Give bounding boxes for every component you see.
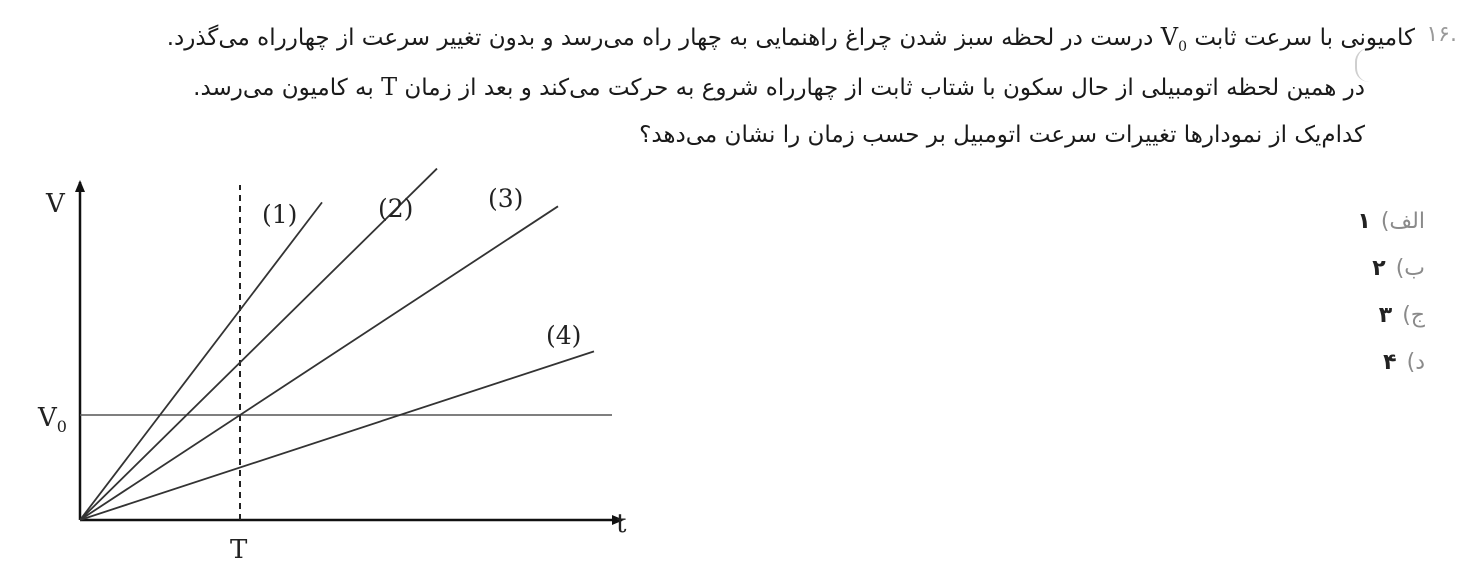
question-line-1: [167, 20, 1415, 64]
series-line-1: [80, 202, 322, 520]
truck-speed-symbol: [1160, 23, 1187, 55]
series-label-4: (4): [546, 321, 582, 350]
v0-tick-main: V: [38, 403, 57, 433]
option-c-value: ۳: [1378, 303, 1393, 328]
option-a-value: ۱: [1357, 209, 1371, 234]
series-line-4: [80, 351, 594, 520]
truck-speed-sub: 0: [1178, 38, 1187, 55]
x-axis-label: t: [616, 509, 627, 539]
option-d[interactable]: [1357, 339, 1425, 386]
option-b-letter: ب): [1395, 256, 1425, 281]
series-lines: [80, 169, 594, 520]
question-line-2-end: به کامیون می‌رسد.: [193, 75, 374, 101]
question-line-2: [193, 70, 1365, 105]
option-a-letter: الف): [1380, 209, 1425, 234]
option-a[interactable]: [1357, 198, 1425, 245]
option-b-value: ۲: [1372, 256, 1386, 281]
y-axis-label: V: [46, 189, 65, 219]
v0-tick-label: [37, 403, 67, 436]
question-line-3: کدام‌یک از نمودارها تغییرات سرعت اتومبیل بر حسب زمان را نشان می‌دهد؟: [639, 122, 1365, 148]
option-d-letter: د): [1406, 350, 1425, 375]
series-label-1: (1): [262, 200, 298, 229]
t-tick-label: T: [230, 535, 248, 565]
option-b[interactable]: [1357, 245, 1425, 292]
answer-options: [1357, 198, 1425, 386]
question-line-2-start: در همین لحظه اتومبیلی از حال سکون با شتاب ثابت از چهارراه شروع به حرکت می‌کند و بعد از زمان: [404, 75, 1365, 101]
series-label-3: (3): [488, 184, 524, 213]
question-number: ۱۶.: [1426, 22, 1457, 47]
meeting-time-symbol: T: [381, 73, 398, 101]
v0-tick-sub: 0: [56, 417, 67, 436]
series-label-2: (2): [378, 194, 414, 223]
truck-speed-var: V: [1160, 23, 1179, 51]
question-line-1-start: کامیونی با سرعت ثابت: [1194, 25, 1415, 51]
series-line-3: [80, 206, 558, 520]
velocity-time-graph: [0, 160, 680, 580]
option-c-letter: ج): [1402, 303, 1425, 328]
question-line-1-end: درست در لحظه سبز شدن چراغ راهنمایی به چهار راه می‌رسد و بدون تغییر سرعت از چهارراه می‌گذرد.: [166, 25, 1154, 51]
option-c[interactable]: [1357, 292, 1425, 339]
option-d-value: ۴: [1383, 350, 1397, 375]
